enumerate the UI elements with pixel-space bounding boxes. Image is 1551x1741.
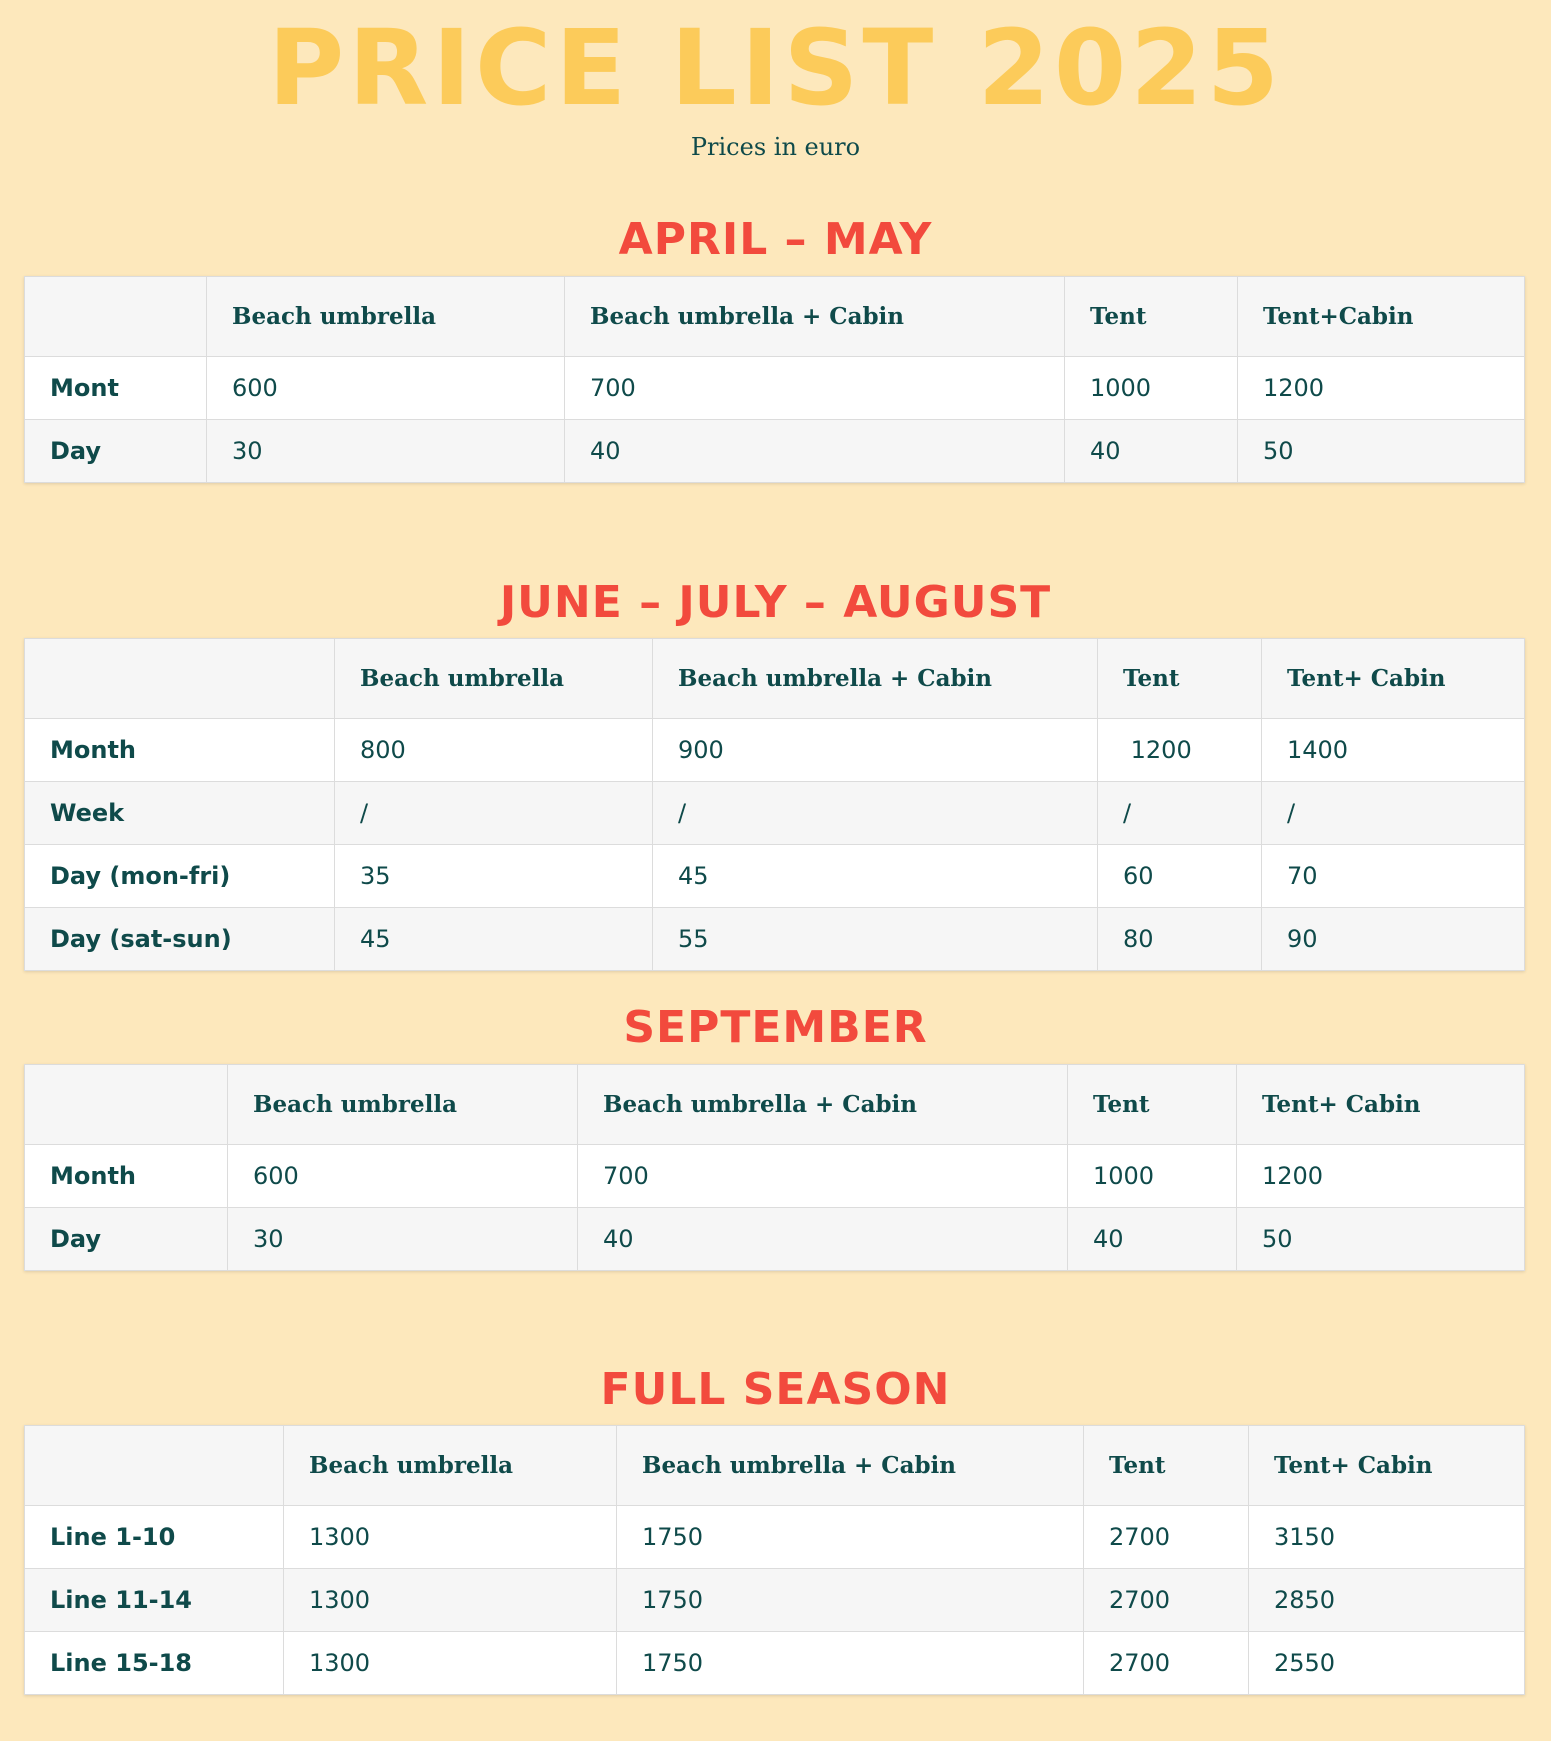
- column-header: [25, 1065, 228, 1145]
- row-label: Day (sat-sun): [25, 908, 335, 971]
- price-cell: 1200: [1238, 357, 1525, 420]
- price-cell: 1750: [617, 1632, 1084, 1695]
- table-row: [25, 782, 1525, 845]
- price-cell: 2850: [1249, 1569, 1525, 1632]
- column-header: Tent: [1098, 639, 1262, 719]
- price-cell: 90: [1262, 908, 1525, 971]
- column-header: Beach umbrella: [228, 1065, 578, 1145]
- row-label: Month: [25, 719, 335, 782]
- table-row: [25, 845, 1525, 908]
- section-title-april-may: APRIL – MAY: [618, 214, 933, 265]
- price-cell: 80: [1098, 908, 1262, 971]
- price-cell: 2700: [1084, 1506, 1249, 1569]
- section-title-full-season: FULL SEASON: [600, 1364, 951, 1415]
- column-header: Tent: [1068, 1065, 1237, 1145]
- price-cell: 40: [578, 1208, 1068, 1271]
- price-table-june-july-august: [24, 638, 1525, 971]
- row-label: Day: [25, 420, 207, 483]
- price-cell: 1000: [1065, 357, 1238, 420]
- table-row: [25, 1145, 1525, 1208]
- price-table-september: [24, 1064, 1525, 1271]
- row-label: Mont: [25, 357, 207, 420]
- price-cell: 45: [653, 845, 1098, 908]
- row-label: Line 1-10: [25, 1506, 284, 1569]
- table-row: [25, 420, 1525, 483]
- price-cell: 800: [335, 719, 653, 782]
- column-header: Beach umbrella + Cabin: [565, 277, 1065, 357]
- column-header: Beach umbrella: [207, 277, 565, 357]
- price-cell: 55: [653, 908, 1098, 971]
- price-cell: 1000: [1068, 1145, 1237, 1208]
- page-title: PRICE LIST 2025: [267, 7, 1284, 129]
- price-cell: 1400: [1262, 719, 1525, 782]
- price-cell: 1300: [284, 1632, 617, 1695]
- column-header: Tent: [1065, 277, 1238, 357]
- price-cell: 45: [335, 908, 653, 971]
- row-label: Day: [25, 1208, 228, 1271]
- price-cell: 1200: [1098, 719, 1262, 782]
- price-cell: /: [335, 782, 653, 845]
- table-row: [25, 908, 1525, 971]
- price-cell: 1300: [284, 1569, 617, 1632]
- column-header: [25, 1426, 284, 1506]
- price-cell: 40: [1068, 1208, 1237, 1271]
- price-cell: 35: [335, 845, 653, 908]
- price-cell: 1300: [284, 1506, 617, 1569]
- row-label: Week: [25, 782, 335, 845]
- column-header: Beach umbrella: [335, 639, 653, 719]
- section-title-june-july-august: JUNE – JULY – AUGUST: [499, 577, 1052, 628]
- price-table-full-season: [24, 1425, 1525, 1695]
- table-header-row: [25, 639, 1525, 719]
- price-cell: 40: [565, 420, 1065, 483]
- row-label: Day (mon-fri): [25, 845, 335, 908]
- price-cell: 600: [207, 357, 565, 420]
- row-label: Line 11-14: [25, 1569, 284, 1632]
- table-header-row: [25, 277, 1525, 357]
- price-cell: 30: [228, 1208, 578, 1271]
- page-subtitle: Prices in euro: [690, 133, 861, 161]
- price-cell: 50: [1238, 420, 1525, 483]
- table-row: [25, 1632, 1525, 1695]
- column-header: Tent: [1084, 1426, 1249, 1506]
- column-header: Beach umbrella + Cabin: [617, 1426, 1084, 1506]
- column-header: Tent+Cabin: [1238, 277, 1525, 357]
- column-header: Tent+ Cabin: [1249, 1426, 1525, 1506]
- column-header: Tent+ Cabin: [1237, 1065, 1525, 1145]
- price-table-april-may: [24, 276, 1525, 483]
- price-cell: 2700: [1084, 1569, 1249, 1632]
- table-row: [25, 719, 1525, 782]
- row-label: Month: [25, 1145, 228, 1208]
- price-cell: 700: [565, 357, 1065, 420]
- price-cell: 900: [653, 719, 1098, 782]
- column-header: [25, 639, 335, 719]
- price-cell: /: [653, 782, 1098, 845]
- price-cell: 60: [1098, 845, 1262, 908]
- column-header: [25, 277, 207, 357]
- price-cell: 50: [1237, 1208, 1525, 1271]
- price-cell: 700: [578, 1145, 1068, 1208]
- price-cell: 70: [1262, 845, 1525, 908]
- column-header: Beach umbrella + Cabin: [578, 1065, 1068, 1145]
- section-title-september: SEPTEMBER: [623, 1002, 928, 1053]
- table-row: [25, 1208, 1525, 1271]
- table-header-row: [25, 1065, 1525, 1145]
- price-cell: 1750: [617, 1569, 1084, 1632]
- price-cell: /: [1262, 782, 1525, 845]
- table-row: [25, 357, 1525, 420]
- price-cell: 1750: [617, 1506, 1084, 1569]
- price-cell: /: [1098, 782, 1262, 845]
- table-row: [25, 1569, 1525, 1632]
- column-header: Beach umbrella + Cabin: [653, 639, 1098, 719]
- price-cell: 600: [228, 1145, 578, 1208]
- table-row: [25, 1506, 1525, 1569]
- table-header-row: [25, 1426, 1525, 1506]
- column-header: Tent+ Cabin: [1262, 639, 1525, 719]
- price-cell: 3150: [1249, 1506, 1525, 1569]
- column-header: Beach umbrella: [284, 1426, 617, 1506]
- price-cell: 40: [1065, 420, 1238, 483]
- price-cell: 1200: [1237, 1145, 1525, 1208]
- price-cell: 30: [207, 420, 565, 483]
- price-cell: 2550: [1249, 1632, 1525, 1695]
- price-cell: 2700: [1084, 1632, 1249, 1695]
- row-label: Line 15-18: [25, 1632, 284, 1695]
